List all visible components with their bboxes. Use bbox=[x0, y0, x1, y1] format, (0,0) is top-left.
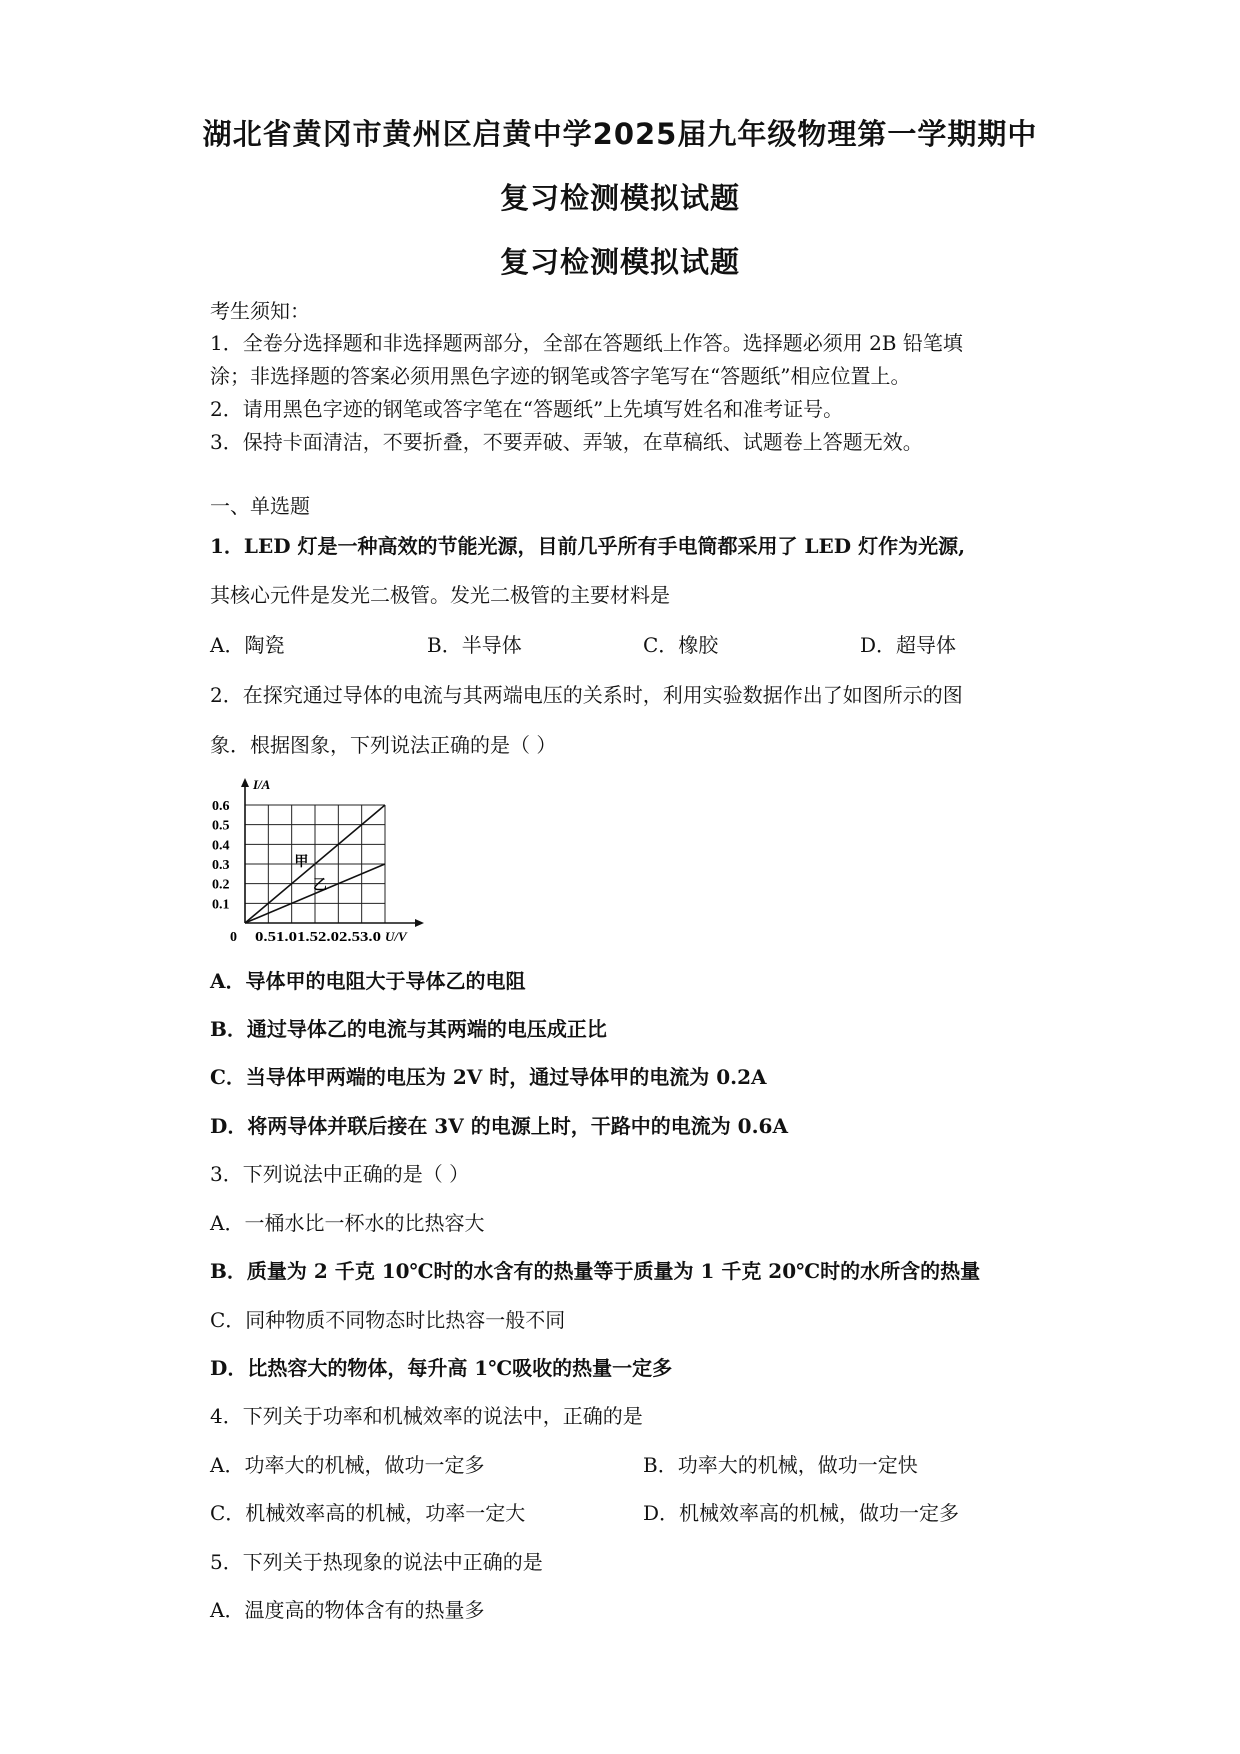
q1-option-b: B．半导体 bbox=[427, 633, 522, 657]
notice-item1-line1: 1．全卷分选择题和非选择题两部分，全部在答题纸上作答。选择题必须用 2B 铅笔填 bbox=[210, 331, 963, 355]
q3-option-b: B．质量为 2 千克 10℃时的水含有的热量等于质量为 1 千克 20℃时的水所含的热量 bbox=[210, 1259, 981, 1283]
notice-heading: 考生须知： bbox=[210, 299, 310, 323]
q5-option-a: A．温度高的物体含有的热量多 bbox=[210, 1598, 485, 1622]
q4-stem: 4．下列关于功率和机械效率的说法中，正确的是 bbox=[210, 1404, 643, 1428]
y-tick-label: 0.5 bbox=[212, 818, 230, 834]
q3-stem: 3．下列说法中正确的是（ ） bbox=[210, 1162, 470, 1186]
notice-item3: 3．保持卡面清洁，不要折叠，不要弄破、弄皱，在草稿纸、试题卷上答题无效。 bbox=[210, 430, 923, 454]
q1-stem-line1: 1．LED 灯是一种高效的节能光源，目前几乎所有手电筒都采用了 LED 灯作为光源, bbox=[210, 534, 966, 558]
q1-option-c: C．橡胶 bbox=[643, 633, 719, 657]
q1-option-a: A．陶瓷 bbox=[210, 633, 285, 657]
section-label: 一、单选题 bbox=[210, 494, 310, 518]
y-tick-label: 0.6 bbox=[212, 799, 230, 814]
q2-option-b: B．通过导体乙的电流与其两端的电压成正比 bbox=[210, 1017, 607, 1041]
q3-option-d: D．比热容大的物体，每升高 1℃吸收的热量一定多 bbox=[210, 1356, 673, 1380]
iu-graph bbox=[210, 775, 460, 945]
y-tick-labels bbox=[212, 799, 230, 912]
q4-option-b: B．功率大的机械，做功一定快 bbox=[643, 1453, 918, 1477]
q2-stem-line1: 2．在探究通过导体的电流与其两端电压的关系时，利用实验数据作出了如图所示的图 bbox=[210, 683, 963, 707]
y-axis-arrow bbox=[241, 778, 249, 787]
x-axis-label: U/V bbox=[385, 929, 407, 944]
page-title-line1: 湖北省黄冈市黄州区启黄中学2025届九年级物理第一学期期中 bbox=[202, 117, 1038, 151]
q5-stem: 5．下列关于热现象的说法中正确的是 bbox=[210, 1550, 543, 1574]
page-title-line2: 复习检测模拟试题 bbox=[499, 181, 740, 215]
notice-item1-line2: 涂；非选择题的答案必须用黑色字迹的钢笔或答字笔写在“答题纸”相应位置上。 bbox=[210, 364, 911, 388]
y-tick-label: 0.1 bbox=[212, 897, 230, 913]
q2-option-a: A．导体甲的电阻大于导体乙的电阻 bbox=[210, 969, 526, 993]
notice-item2: 2．请用黑色字迹的钢笔或答字笔在“答题纸”上先填写姓名和准考证号。 bbox=[210, 397, 844, 421]
origin-label: 0 bbox=[230, 930, 237, 945]
y-tick-label: 0.3 bbox=[212, 858, 230, 873]
q2-option-c: C．当导体甲两端的电压为 2V 时，通过导体甲的电流为 0.2A bbox=[210, 1065, 767, 1089]
q1-stem-line2: 其核心元件是发光二极管。发光二极管的主要材料是 bbox=[210, 583, 670, 607]
q3-option-a: A．一桶水比一杯水的比热容大 bbox=[210, 1211, 485, 1235]
page-title-line3: 复习检测模拟试题 bbox=[499, 245, 740, 279]
y-tick-label: 0.4 bbox=[212, 838, 230, 854]
q3-option-c: C．同种物质不同物态时比热容一般不同 bbox=[210, 1308, 566, 1332]
q4-option-c: C．机械效率高的机械，功率一定大 bbox=[210, 1501, 526, 1525]
series-label-2: 乙 bbox=[313, 878, 327, 894]
x-axis-arrow bbox=[415, 919, 424, 927]
q2-stem-line2: 象．根据图象，下列说法正确的是（ ） bbox=[210, 733, 557, 757]
q1-option-d: D．超导体 bbox=[860, 633, 957, 657]
q2-option-d: D．将两导体并联后接在 3V 的电源上时，干路中的电流为 0.6A bbox=[210, 1114, 788, 1138]
q4-option-d: D．机械效率高的机械，做功一定多 bbox=[643, 1501, 960, 1525]
series-label-1: 甲 bbox=[294, 854, 309, 870]
x-tick-labels: 0.51.01.52.02.53.0 bbox=[255, 930, 381, 945]
q4-option-a: A．功率大的机械，做功一定多 bbox=[210, 1453, 485, 1477]
y-tick-label: 0.2 bbox=[212, 877, 230, 893]
y-axis-label: I/A bbox=[253, 777, 271, 792]
